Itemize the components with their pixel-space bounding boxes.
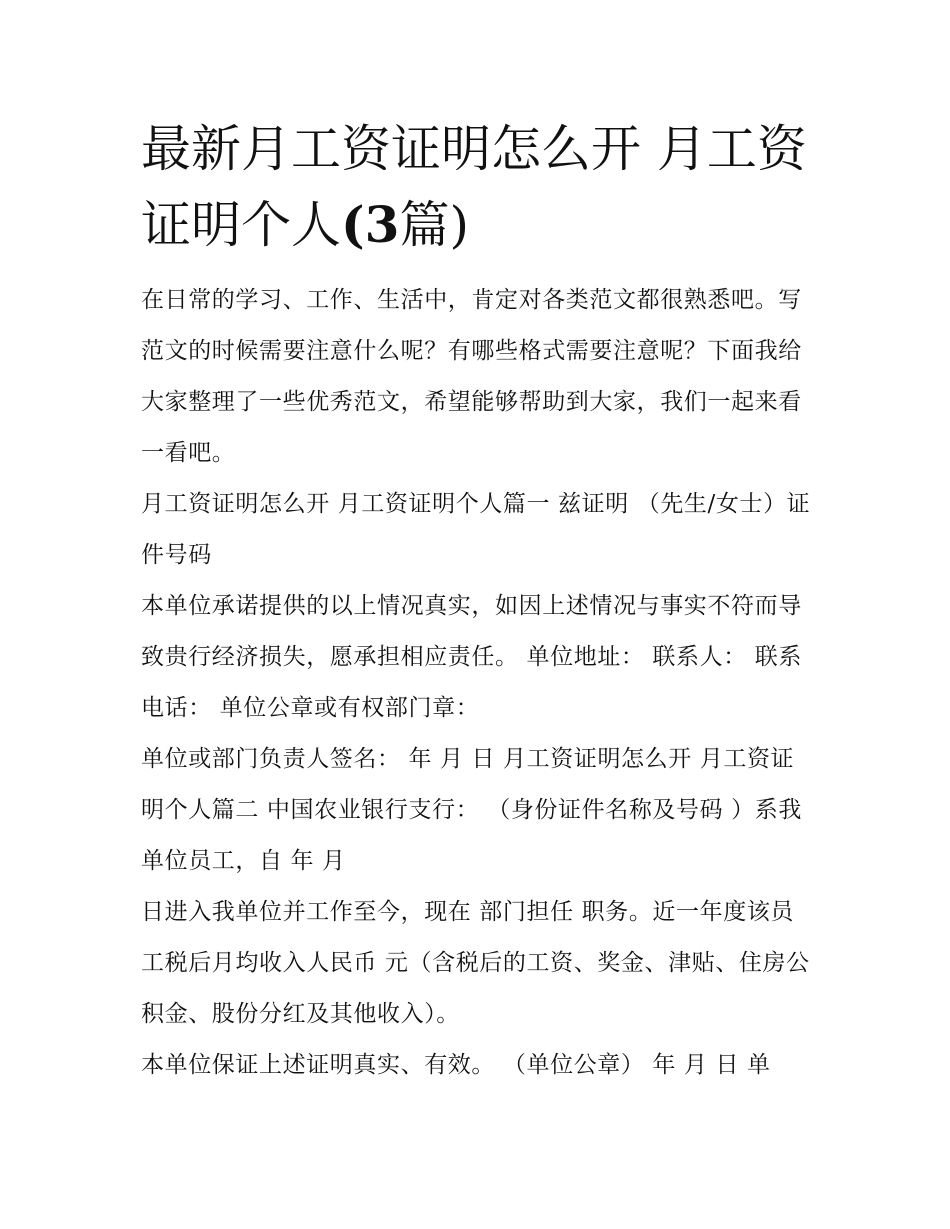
guarantee-paragraph: 本单位保证上述证明真实、有效。 （单位公章） 年 月 日 单 — [141, 1052, 771, 1078]
signature-paragraph: 单位或部门负责人签名： 年 月 日 月工资证明怎么开 月工资证明个人篇二 中国农业银行支行： （身份证件名称及号码 ）系我单位员工，自 年 月 — [141, 746, 802, 874]
title-text: 最新月工资证明怎么开 月工资证明个人 — [141, 120, 807, 254]
intro-paragraph: 在日常的学习、工作、生活中，肯定对各类范文都很熟悉吧。写范文的时候需要注意什么呢？有哪些格式需要注意呢？下面我给大家整理了一些优秀范文，希望能够帮助到大家，我们一起来看一看吧。 — [141, 287, 802, 466]
income-paragraph: 日进入我单位并工作至今，现在 部门担任 职务。近一年度该员工税后月均收入人民币 元（含税后的工资、奖金、津贴、住房公积金、股份分红及其他收入）。 — [141, 899, 810, 1027]
article-one-heading: 月工资证明怎么开 月工资证明个人篇一 兹证明 （先生/女士）证件号码 — [141, 491, 811, 568]
commitment-paragraph: 本单位承诺提供的以上情况真实，如因上述情况与事实不符而导致贵行经济损失，愿承担相应责任。 单位地址： 联系人： 联系电话： 单位公章或有权部门章： — [141, 593, 802, 721]
document-page — [141, 112, 813, 1091]
title-suffix: 篇) — [399, 196, 469, 254]
title-count: (3 — [341, 195, 400, 254]
document-title — [141, 112, 813, 263]
